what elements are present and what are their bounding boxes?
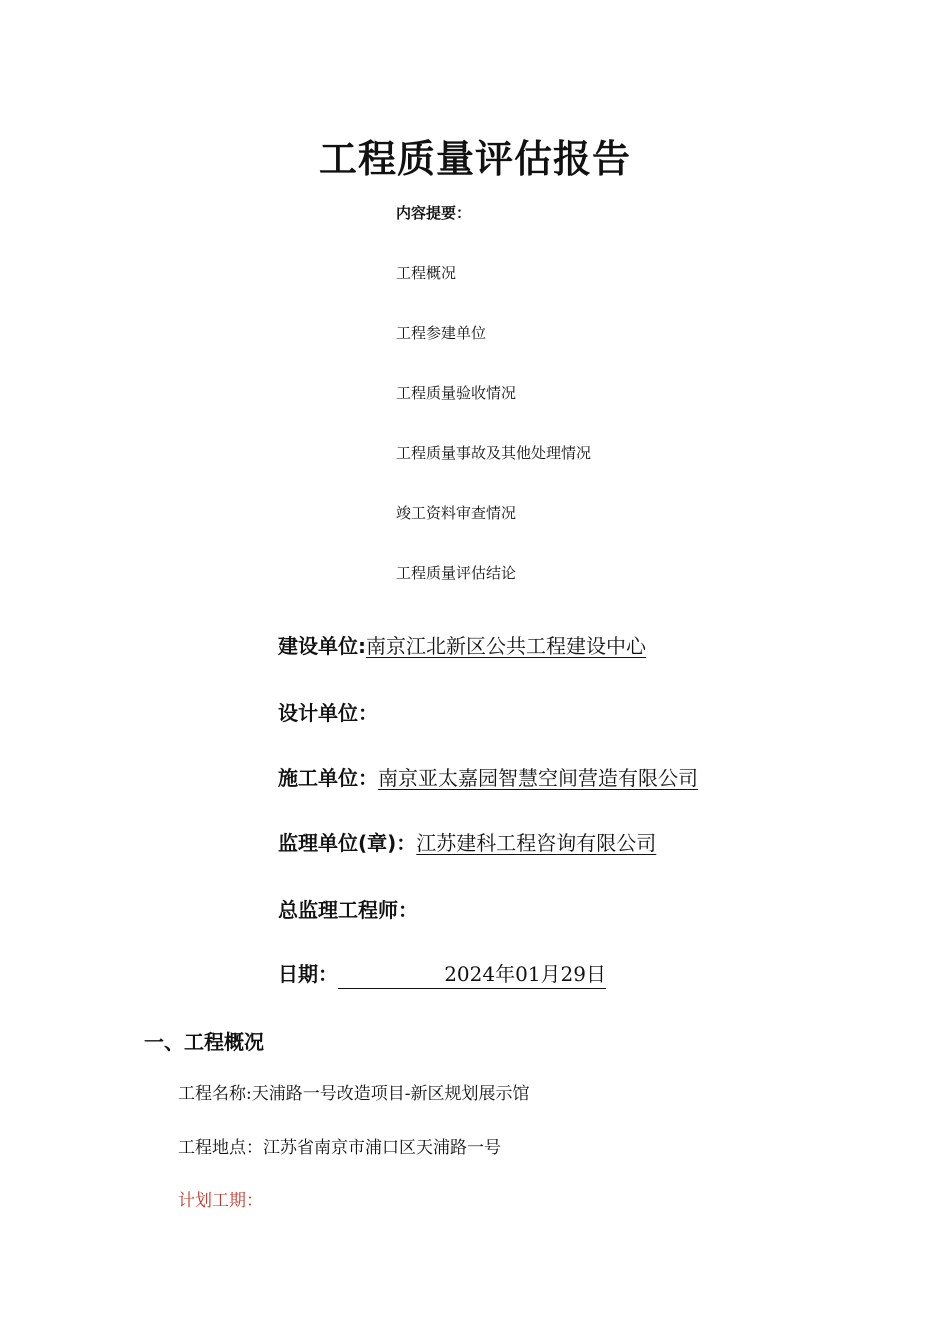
date-label: 日期： bbox=[278, 962, 338, 986]
project-location: 工程地点：江苏省南京市浦口区天浦路一号 bbox=[178, 1138, 501, 1158]
design-unit-row bbox=[278, 697, 378, 726]
document-title: 工程质量评估报告 bbox=[318, 137, 631, 181]
construction-unit-label: 建设单位: bbox=[278, 634, 366, 658]
section-heading-overview: 一、工程概况 bbox=[144, 1030, 264, 1054]
supervisor-row bbox=[278, 827, 656, 856]
design-unit-label: 设计单位： bbox=[278, 701, 378, 725]
chief-engineer-row bbox=[278, 894, 418, 923]
date-row bbox=[278, 958, 606, 989]
toc-item-documents-review: 竣工资料审查情况 bbox=[396, 504, 517, 522]
toc-heading: 内容提要： bbox=[396, 204, 472, 222]
builder-value: 南京亚太嘉园智慧空间营造有限公司 bbox=[378, 766, 698, 790]
toc-item-overview: 工程概况 bbox=[396, 264, 457, 282]
supervisor-value: 江苏建科工程咨询有限公司 bbox=[416, 831, 657, 855]
toc-item-accidents: 工程质量事故及其他处理情况 bbox=[396, 444, 592, 462]
builder-label: 施工单位： bbox=[278, 766, 378, 790]
project-name: 工程名称:天浦路一号改造项目-新区规划展示馆 bbox=[178, 1084, 530, 1104]
supervisor-label: 监理单位(章)： bbox=[278, 831, 417, 855]
toc-item-conclusion: 工程质量评估结论 bbox=[396, 564, 517, 582]
construction-unit-row bbox=[278, 630, 646, 659]
toc-item-participants: 工程参建单位 bbox=[396, 324, 487, 342]
toc-item-acceptance: 工程质量验收情况 bbox=[396, 384, 517, 402]
construction-unit-value: 南京江北新区公共工程建设中心 bbox=[366, 634, 646, 658]
date-value: 2024年01月29日 bbox=[338, 958, 606, 989]
builder-row bbox=[278, 762, 698, 791]
chief-engineer-label: 总监理工程师： bbox=[278, 898, 418, 922]
planned-schedule-label: 计划工期： bbox=[178, 1191, 263, 1211]
